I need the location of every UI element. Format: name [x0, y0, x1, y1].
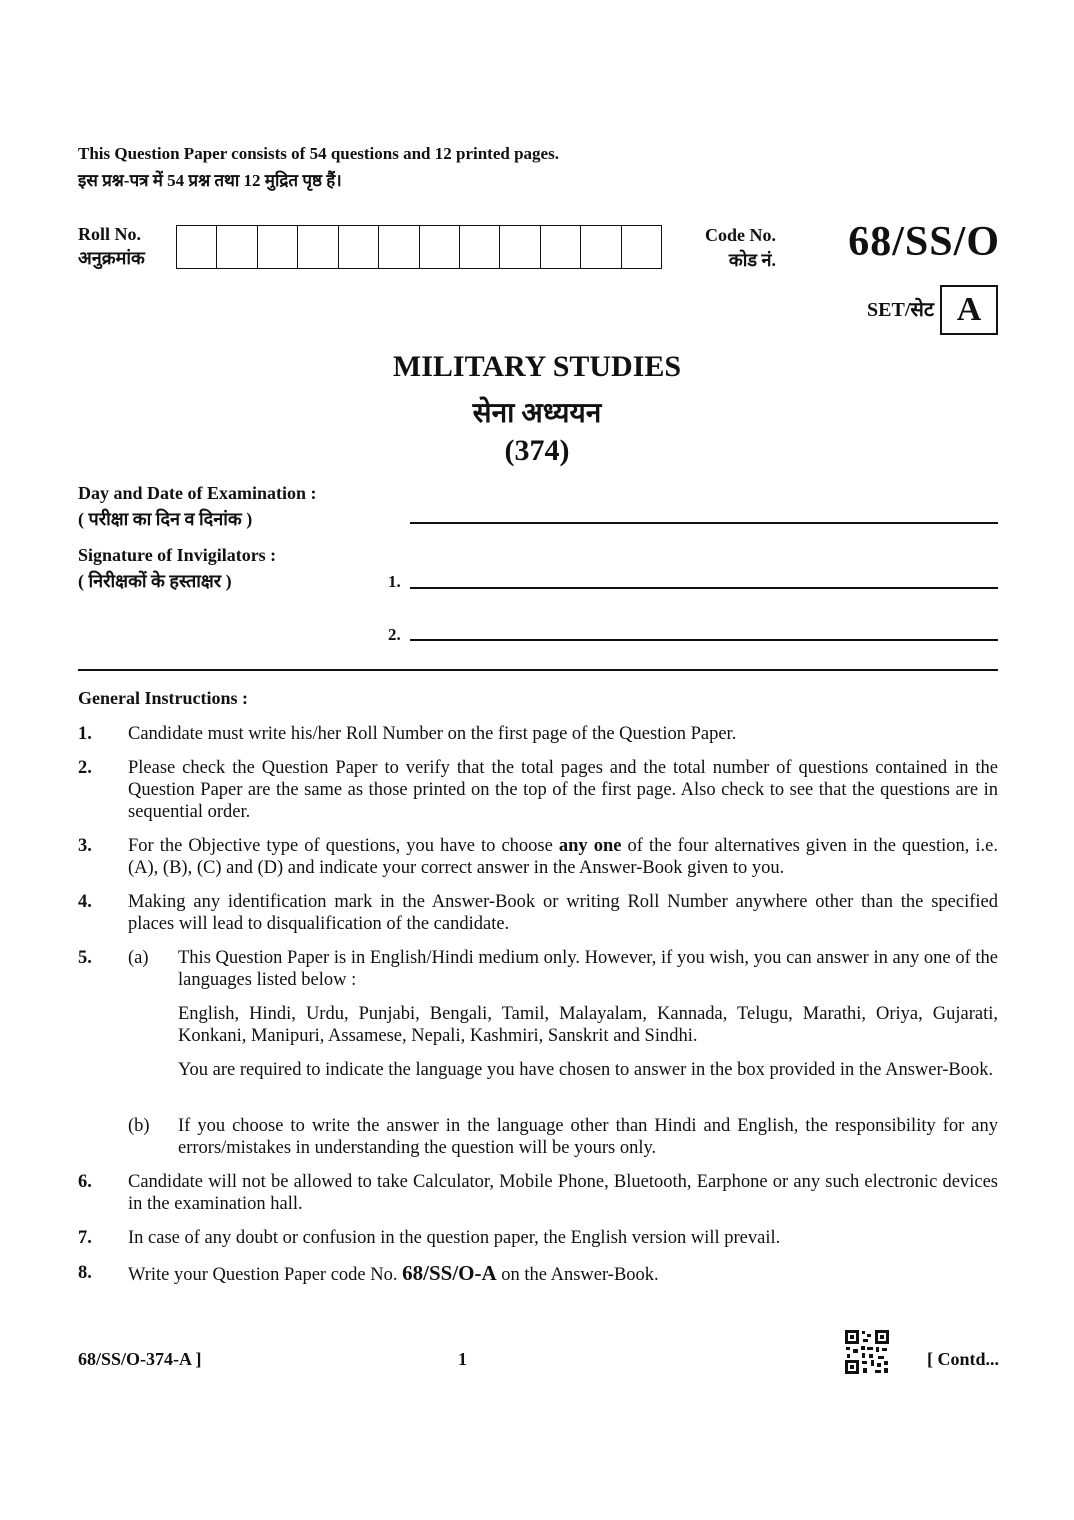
instruction-number: 8. — [78, 1263, 92, 1283]
instruction-number: 6. — [78, 1172, 92, 1192]
signature-1-line[interactable] — [410, 587, 998, 589]
invigilator-signature-label — [78, 542, 276, 594]
instruction-text: Candidate must write his/her Roll Number on the first page of the Question Paper. — [128, 724, 737, 744]
instruction-7 — [78, 1227, 998, 1249]
roll-box[interactable] — [177, 226, 217, 268]
instruction-5a — [128, 947, 998, 991]
signature-1-number: 1. — [388, 572, 401, 591]
sub-label: (a) — [128, 948, 149, 968]
signature-label-en: Signature of Invigilators : — [78, 545, 277, 565]
signature-label-hi: ( निरीक्षकों के हस्ताक्षर ) — [78, 571, 232, 591]
code-label — [660, 223, 776, 273]
section-divider — [78, 669, 998, 671]
roll-box[interactable] — [622, 226, 661, 268]
roll-box[interactable] — [217, 226, 257, 268]
instruction-number: 1. — [78, 724, 92, 744]
question-count-hi: इस प्रश्न-पत्र में 54 प्रश्न तथा 12 मुद्रित पृष्ठ हैं। — [78, 171, 342, 190]
instruction-number: 4. — [78, 892, 92, 912]
exam-date-line[interactable] — [410, 522, 998, 524]
exam-date-label — [78, 480, 317, 532]
instruction-text: In case of any doubt or confusion in the question paper, the English version will prevail. — [128, 1228, 781, 1248]
roll-box[interactable] — [339, 226, 379, 268]
instructions-heading: General Instructions : — [78, 688, 248, 708]
roll-box[interactable] — [541, 226, 581, 268]
question-count-en: This Question Paper consists of 54 questions and 12 printed pages. — [78, 144, 559, 163]
exam-date-label-hi: ( परीक्षा का दिन व दिनांक ) — [78, 509, 253, 529]
roll-box[interactable] — [460, 226, 500, 268]
emphasis-any-one: any one — [558, 836, 622, 856]
instruction-text: For the Objective type of questions, you have to choose any one of the four alternatives given in the question, i.e. (A), (B), (C) and (D) and indicate your correct answer in the Answer-Book given to you. — [128, 836, 998, 878]
set-value-box: A — [940, 285, 998, 335]
instruction-text: Please check the Question Paper to verify that the total pages and the total number of questions contained in the Question Paper are the same as those printed on the top of the first page. Also check to see that the questions are in sequential order. — [128, 758, 998, 822]
roll-label-en: Roll No. — [78, 224, 141, 244]
roll-box[interactable] — [420, 226, 460, 268]
roll-number-boxes[interactable] — [176, 225, 662, 269]
subject-title-en: MILITARY STUDIES — [392, 350, 682, 383]
subject-title-hi: सेना अध्ययन — [472, 398, 602, 429]
continued-label: [ Contd... — [926, 1349, 999, 1369]
roll-box[interactable] — [500, 226, 540, 268]
set-label: SET/सेट — [867, 299, 934, 321]
code-number: 68/SS/O — [848, 219, 1000, 265]
language-indicate-note: You are required to indicate the language you have chosen to answer in the box provided in the Answer-Book. — [178, 1060, 994, 1080]
qr-code-icon — [845, 1330, 889, 1374]
instruction-1 — [78, 723, 998, 745]
sub-text: This Question Paper is in English/Hindi medium only. However, if you wish, you can answer in any one of the languages listed below : — [178, 948, 998, 990]
instruction-3 — [78, 835, 998, 879]
instruction-6 — [78, 1171, 998, 1215]
instruction-number: 5. — [78, 948, 92, 968]
instruction-number: 3. — [78, 836, 92, 856]
languages-list: English, Hindi, Urdu, Punjabi, Bengali, Tamil, Malayalam, Kannada, Telugu, Marathi, Oriya, Gujarati, Konkani, Manipuri, Assamese, Nepali, Kashmiri, Sanskrit and Sindhi. — [178, 1004, 998, 1046]
roll-label-hi: अनुक्रमांक — [78, 248, 145, 268]
signature-2-number: 2. — [388, 625, 401, 644]
subject-code: (374) — [504, 434, 570, 467]
instruction-8 — [78, 1262, 998, 1286]
roll-box[interactable] — [379, 226, 419, 268]
roll-box[interactable] — [258, 226, 298, 268]
code-label-hi: कोड नं. — [728, 250, 776, 270]
code-label-en: Code No. — [705, 225, 776, 245]
instruction-text: Write your Question Paper code No. 68/SS/O-A on the Answer-Book. — [128, 1261, 659, 1285]
page-number: 1 — [458, 1349, 467, 1369]
paper-code-emphasis: 68/SS/O-A — [402, 1261, 497, 1285]
signature-2-line[interactable] — [410, 639, 998, 641]
instruction-5b — [128, 1115, 998, 1159]
roll-box[interactable] — [581, 226, 621, 268]
sub-text: If you choose to write the answer in the language other than Hindi and English, the responsibility for any errors/mistakes in understanding the question will be yours only. — [178, 1116, 998, 1158]
instruction-2 — [78, 757, 998, 823]
instruction-4 — [78, 891, 998, 935]
roll-label — [78, 222, 145, 270]
instruction-text: Making any identification mark in the Answer-Book or writing Roll Number anywhere other than the specified places will lead to disqualification of the candidate. — [128, 892, 998, 934]
instruction-text: Candidate will not be allowed to take Calculator, Mobile Phone, Bluetooth, Earphone or any such electronic devices in the examination hall. — [128, 1172, 998, 1214]
instruction-number: 2. — [78, 758, 92, 778]
instruction-number: 7. — [78, 1228, 92, 1248]
sub-label: (b) — [128, 1116, 150, 1136]
roll-box[interactable] — [298, 226, 338, 268]
footer-paper-code: 68/SS/O-374-A ] — [78, 1349, 202, 1369]
exam-date-label-en: Day and Date of Examination : — [78, 483, 317, 503]
